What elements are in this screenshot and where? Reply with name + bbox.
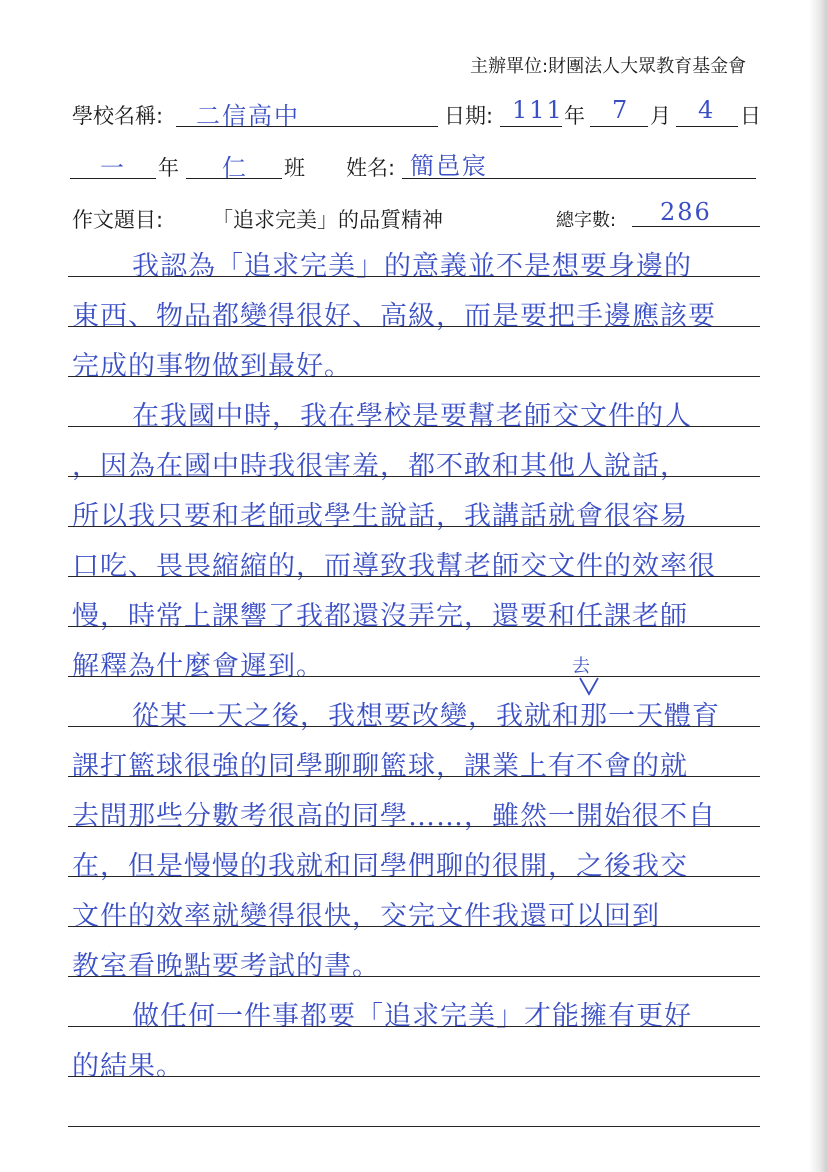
ruled-line bbox=[68, 476, 760, 477]
wordcount-value: 286 bbox=[660, 198, 712, 226]
year-value: 111 bbox=[512, 96, 564, 124]
essay-line: ，因為在國中時我很害羞，都不敢和其他人說話， bbox=[72, 451, 688, 482]
name-value: 簡邑宸 bbox=[410, 152, 488, 180]
class-value: 仁 bbox=[222, 154, 248, 182]
essay-line: 所以我只要和老師或學生說話，我講話就會很容易 bbox=[72, 501, 688, 532]
wordcount-underline bbox=[632, 226, 760, 227]
day-unit: 日 bbox=[740, 104, 761, 128]
topic-label: 作文題目: bbox=[72, 208, 164, 232]
essay-line: 去問那些分數考很高的同學……，雖然一開始很不自 bbox=[72, 801, 716, 832]
ruled-line bbox=[68, 326, 760, 327]
school-underline bbox=[176, 126, 438, 127]
year-unit: 年 bbox=[564, 104, 585, 128]
ruled-line bbox=[68, 376, 760, 377]
essay-line: 口吃、畏畏縮縮的，而導致我幫老師交文件的效率很 bbox=[72, 551, 716, 582]
insertion-caret-icon bbox=[578, 674, 600, 696]
school-label: 學校名稱: bbox=[72, 104, 164, 128]
essay-line: 課打籃球很強的同學聊聊籃球，課業上有不會的就 bbox=[72, 751, 688, 782]
ruled-line bbox=[68, 1126, 760, 1127]
essay-line: 慢，時常上課響了我都還沒弄完，還要和任課老師 bbox=[72, 601, 688, 632]
ruled-line bbox=[68, 526, 760, 527]
essay-line: 在我國中時，我在學校是要幫老師交文件的人 bbox=[132, 401, 692, 432]
grade-underline bbox=[70, 178, 156, 179]
name-label: 姓名: bbox=[346, 156, 396, 180]
school-value: 二信高中 bbox=[196, 102, 300, 130]
day-value: 4 bbox=[698, 96, 716, 124]
class-unit: 班 bbox=[284, 156, 305, 180]
grade-unit: 年 bbox=[158, 156, 179, 180]
ruled-line bbox=[68, 926, 760, 927]
ruled-line bbox=[68, 426, 760, 427]
ruled-line bbox=[68, 776, 760, 777]
date-label: 日期: bbox=[444, 104, 494, 128]
essay-line: 完成的事物做到最好。 bbox=[72, 351, 352, 382]
ruled-line bbox=[68, 626, 760, 627]
month-underline bbox=[590, 126, 648, 127]
ruled-line bbox=[68, 976, 760, 977]
essay-line: 我認為「追求完美」的意義並不是想要身邊的 bbox=[132, 251, 692, 282]
essay-line: 的結果。 bbox=[72, 1051, 184, 1082]
topic-value: 「追求完美」的品質精神 bbox=[212, 208, 443, 232]
ruled-line bbox=[68, 726, 760, 727]
grade-value: 一 bbox=[100, 154, 126, 182]
class-underline bbox=[186, 178, 282, 179]
essay-line: 教室看晚點要考試的書。 bbox=[72, 951, 380, 982]
ruled-line bbox=[68, 826, 760, 827]
scan-edge bbox=[809, 0, 827, 1172]
year-underline bbox=[500, 126, 562, 127]
ruled-line bbox=[68, 876, 760, 877]
essay-line: 做任何一件事都要「追求完美」才能擁有更好 bbox=[132, 1001, 692, 1032]
day-underline bbox=[676, 126, 738, 127]
essay-line: 從某一天之後，我想要改變，我就和那一天體育 bbox=[132, 701, 720, 732]
wordcount-label: 總字數: bbox=[556, 210, 617, 231]
name-underline bbox=[402, 178, 756, 179]
insertion-mark: 去 bbox=[572, 656, 591, 677]
month-unit: 月 bbox=[650, 104, 671, 128]
essay-line: 東西、物品都變得很好、高級，而是要把手邊應該要 bbox=[72, 301, 716, 332]
essay-line: 在，但是慢慢的我就和同學們聊的很開，之後我交 bbox=[72, 851, 688, 882]
ruled-line bbox=[68, 676, 760, 677]
ruled-line bbox=[68, 1026, 760, 1027]
ruled-line bbox=[68, 1076, 760, 1077]
essay-line: 文件的效率就變得很快，交完文件我還可以回到 bbox=[72, 901, 660, 932]
essay-line: 解釋為什麼會遲到。 bbox=[72, 651, 324, 682]
ruled-line bbox=[68, 276, 760, 277]
ruled-line bbox=[68, 576, 760, 577]
month-value: 7 bbox=[612, 96, 630, 124]
organizer-text: 主辦單位:財團法人大眾教育基金會 bbox=[470, 56, 747, 77]
